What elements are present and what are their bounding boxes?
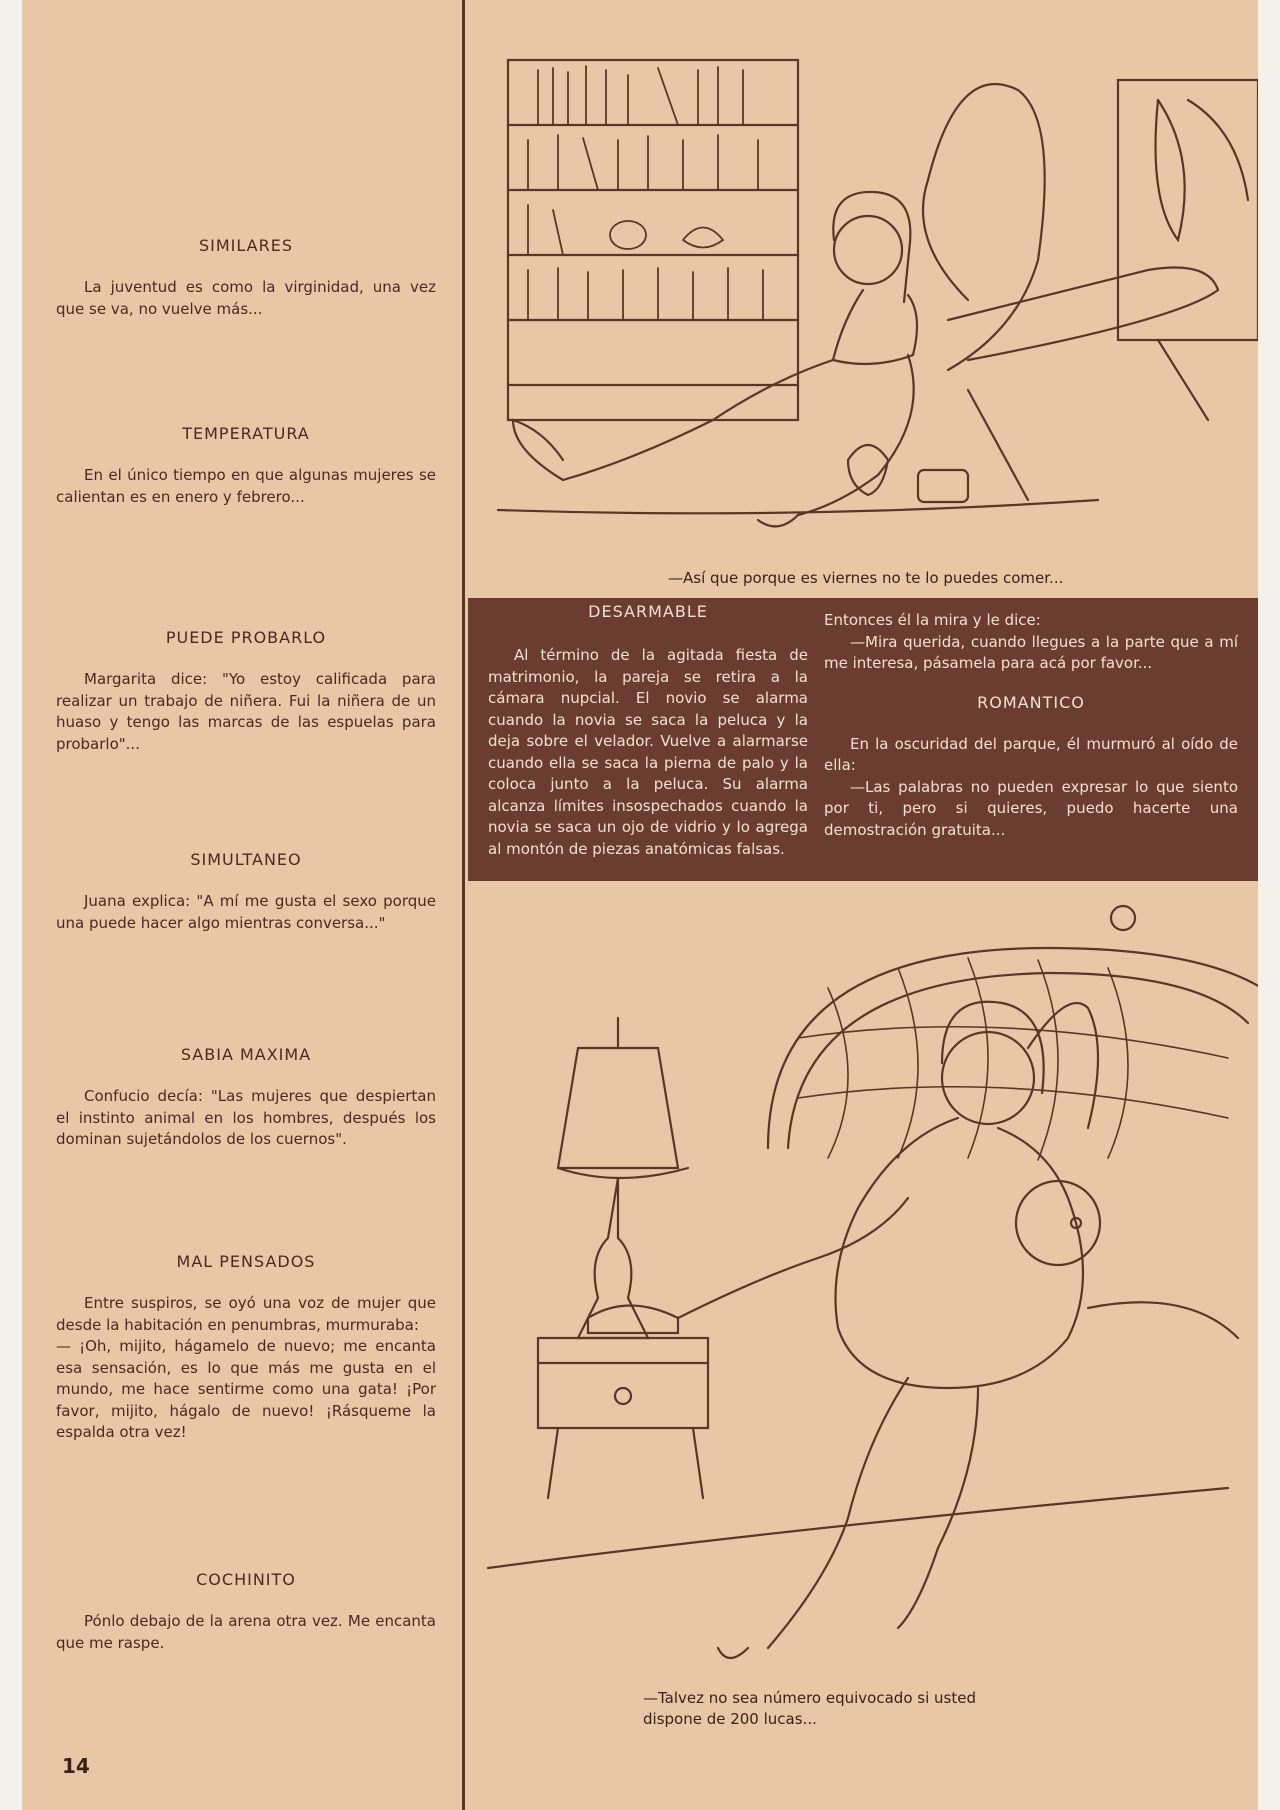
joke-puede-probarlo (56, 628, 436, 755)
page-number: 14 (62, 1754, 90, 1778)
joke-text: Confucio decía: "Las mujeres que despiertan el instinto animal en los hombres, después los dominan sujetándolos de los cuernos". (56, 1087, 436, 1148)
joke-title: PUEDE PROBARLO (165, 628, 327, 647)
joke-mal-pensados (56, 1252, 436, 1444)
desarmable-title: DESARMABLE (588, 602, 708, 621)
joke-title: MAL PENSADOS (176, 1252, 316, 1271)
joke-text: En el único tiempo en que algunas mujeres se calientan es en enero y febrero... (56, 466, 436, 506)
joke-simultaneo (56, 850, 436, 934)
bed-woman-drawing (468, 888, 1258, 1698)
magazine-page (22, 0, 1258, 1810)
romantico-text: En la oscuridad del parque, él murmuró al oído de ella: (824, 734, 1238, 774)
joke-text: Entre suspiros, se oyó una voz de mujer que desde la habitación en penumbras, murmuraba: (56, 1294, 436, 1334)
joke-title: SABIA MAXIMA (180, 1045, 312, 1064)
joke-temperatura (56, 424, 436, 508)
romantico-title: ROMANTICO (977, 692, 1085, 712)
top-cartoon-caption: —Así que porque es viernes no te lo puedes comer... (668, 569, 1064, 587)
dark-text-band (468, 598, 1258, 881)
desarmable-text: Al término de la agitada fiesta de matrimonio, la pareja se retira a la cámara nupcial. El novio se alarma cuando la novia se saca la peluca y la deja sobre el velador. Vuelve a alarmarse cuando ella se saca la pierna de palo y la coloca junto a la peluca. Su alarma alcanza límites insospechados cuando la novia se saca un ojo de vidrio y lo agrega al montón de piezas anatómicas falsas. (488, 646, 808, 858)
bottom-cartoon-caption (643, 1688, 976, 1730)
joke-text: — ¡Oh, mijito, hágamelo de nuevo; me encanta esa sensación, es lo que más me gusta en el mundo, me hace sentirme como una gata! ¡Por favor, mijito, hágalo de nuevo! ¡Rásqueme la espalda otra vez! (56, 1337, 436, 1441)
cartoon-phone-illustration (468, 40, 1258, 590)
phone-girl-drawing (468, 40, 1258, 560)
cartoon-bed-illustration (468, 888, 1258, 1810)
joke-sabia-maxima (56, 1045, 436, 1151)
joke-title: TEMPERATURA (182, 424, 310, 443)
joke-cochinito (56, 1570, 436, 1654)
desarmable-punchline: —Mira querida, cuando llegues a la parte que a mí me interesa, pásamela para acá por favor... (824, 632, 1238, 672)
joke-title: SIMULTANEO (190, 850, 302, 869)
right-band-column (824, 610, 1238, 841)
joke-text: Margarita dice: "Yo estoy calificada para realizar un trabajo de niñera. Fui la niñera de un huaso y tengo las marcas de las espuelas para probarlo"... (56, 670, 436, 753)
joke-text: Juana explica: "A mí me gusta el sexo porque una puede hacer algo mientras conversa..." (56, 892, 436, 932)
bottom-caption-line2: dispone de 200 lucas... (643, 1710, 817, 1728)
column-divider (462, 0, 465, 1810)
desarmable-column (488, 602, 808, 860)
desarmable-continued: Entonces él la mira y le dice: (824, 611, 1041, 629)
bottom-caption-line1: —Talvez no sea número equivocado si usted (643, 1689, 976, 1707)
joke-text: Pónlo debajo de la arena otra vez. Me encanta que me raspe. (56, 1612, 436, 1652)
romantico-punchline: —Las palabras no pueden expresar lo que siento por ti, pero si quieres, puedo hacerte una demostración gratuita... (824, 777, 1238, 839)
joke-title: COCHINITO (196, 1570, 296, 1589)
joke-title: SIMILARES (198, 236, 293, 255)
joke-similares (56, 236, 436, 320)
joke-text: La juventud es como la virginidad, una vez que se va, no vuelve más... (56, 278, 436, 318)
